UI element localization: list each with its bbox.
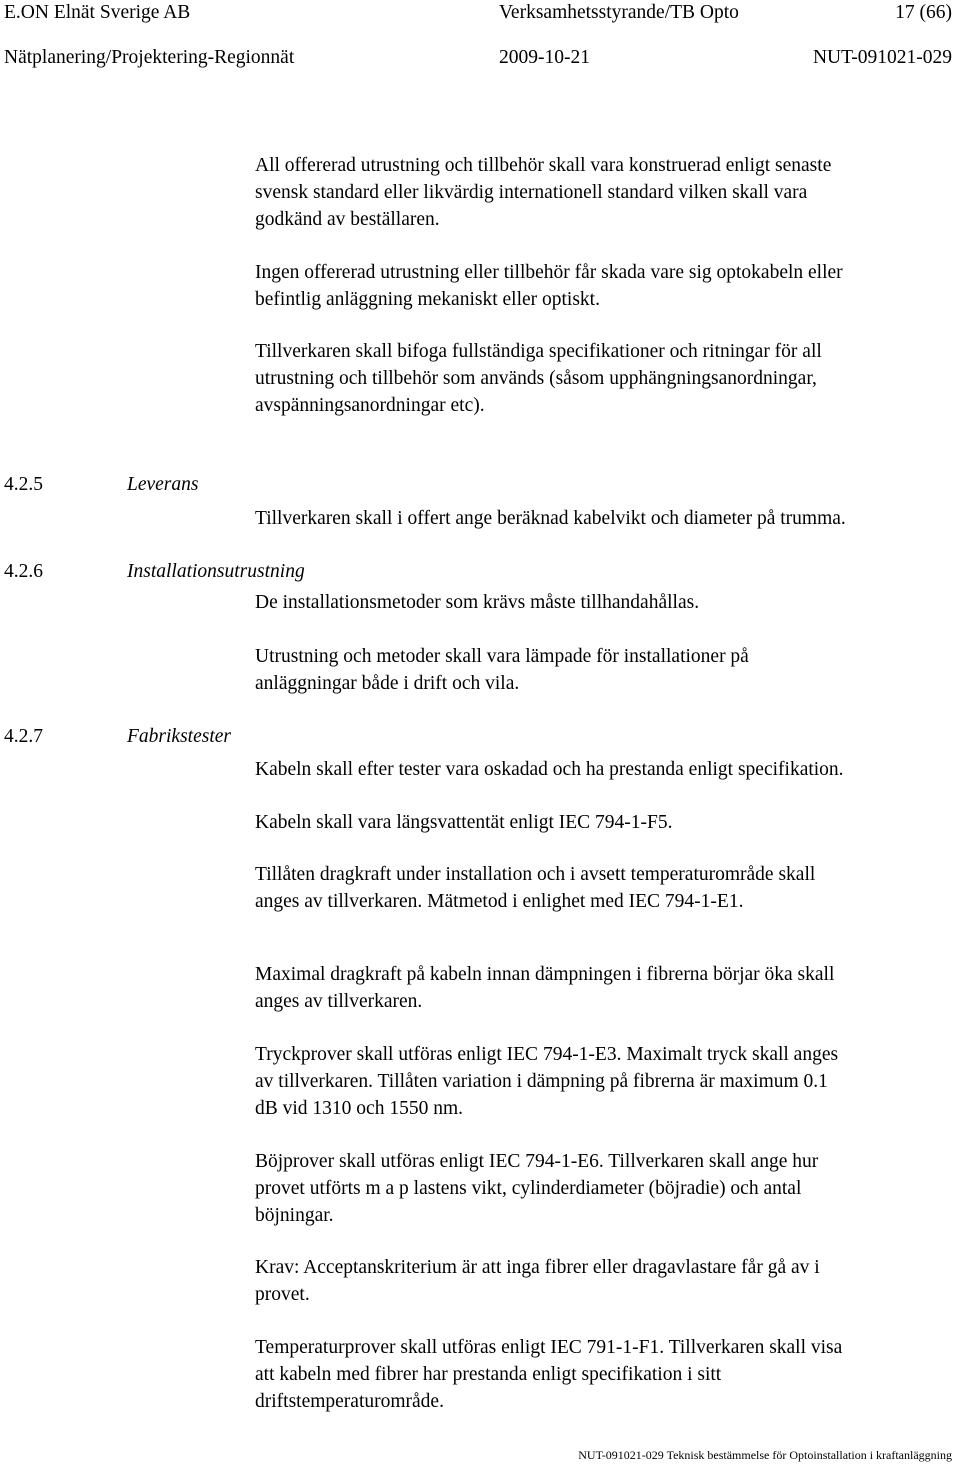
section-paragraph [255, 756, 955, 783]
paragraph-line: provet. [255, 1284, 310, 1305]
paragraph-line: provet utförts m a p lastens vikt, cylinderdiameter (böjradie) och antal [255, 1178, 802, 1199]
paragraph-line: Maximal dragkraft på kabeln innan dämpningen i fibrerna börjar öka skall [255, 964, 835, 985]
paragraph-line: anges av tillverkaren. Mätmetod i enlighet med IEC 794-1-E1. [255, 891, 744, 912]
header-unit: Nätplanering/Projektering-Regionnät [4, 47, 295, 68]
header-doc-id: NUT-091021-029 [812, 47, 952, 68]
section-paragraph [255, 589, 955, 616]
section-paragraph [255, 861, 955, 915]
header-date: 2009-10-21 [499, 47, 590, 68]
section-paragraph [255, 809, 955, 836]
section-title: Leverans [127, 474, 199, 495]
section-paragraph [255, 961, 955, 1015]
paragraph-line: Tillverkaren skall i offert ange beräknad kabelvikt och diameter på trumma. [255, 508, 846, 529]
section-number: 4.2.5 [4, 474, 43, 495]
paragraph-line: av tillverkaren. Tillåten variation i dämpning på fibrerna är maximum 0.1 [255, 1071, 828, 1092]
section-paragraph [255, 643, 955, 697]
paragraph-line: anges av tillverkaren. [255, 991, 423, 1012]
paragraph-line: befintlig anläggning mekaniskt eller optiskt. [255, 289, 600, 310]
header-page-number: 17 (66) [895, 2, 952, 23]
paragraph-line: Krav: Acceptanskriterium är att inga fibrer eller dragavlastare får gå av i [255, 1257, 820, 1278]
paragraph-line: Tillverkaren skall bifoga fullständiga specifikationer och ritningar för all [255, 341, 822, 362]
paragraph-line: Kabeln skall vara längsvattentät enligt IEC 794-1-F5. [255, 812, 673, 833]
paragraph-line: svensk standard eller likvärdig internationell standard vilken skall vara [255, 182, 808, 203]
paragraph-line: All offererad utrustning och tillbehör skall vara konstruerad enligt senaste [255, 155, 832, 176]
paragraph-line: De installationsmetoder som krävs måste tillhandahållas. [255, 592, 700, 613]
paragraph-line: Tillåten dragkraft under installation och i avsett temperaturområde skall [255, 864, 816, 885]
header-department: Verksamhetsstyrande/TB Opto [499, 2, 739, 23]
paragraph-line: Utrustning och metoder skall vara lämpade för installationer på [255, 646, 749, 667]
paragraph-line: anläggningar både i drift och vila. [255, 673, 520, 694]
paragraph-line: Temperaturprover skall utföras enligt IEC 791-1-F1. Tillverkaren skall visa [255, 1337, 843, 1358]
section-paragraph [255, 1334, 955, 1415]
page-footer: NUT-091021-029 Teknisk bestämmelse för Optoinstallation i kraftanläggning [578, 1448, 952, 1462]
paragraph-line: godkänd av beställaren. [255, 209, 440, 230]
section-paragraph [255, 1041, 955, 1122]
paragraph-line: dB vid 1310 och 1550 nm. [255, 1098, 463, 1119]
section-number: 4.2.7 [4, 726, 43, 747]
section-number: 4.2.6 [4, 561, 43, 582]
paragraph-line: Ingen offererad utrustning eller tillbehör får skada vare sig optokabeln eller [255, 262, 843, 283]
section-paragraph [255, 1254, 955, 1308]
intro-paragraph [255, 259, 955, 313]
paragraph-line: Kabeln skall efter tester vara oskadad och ha prestanda enligt specifikation. [255, 759, 844, 780]
paragraph-line: Tryckprover skall utföras enligt IEC 794-1-E3. Maximalt tryck skall anges [255, 1044, 839, 1065]
paragraph-line: Böjprover skall utföras enligt IEC 794-1-E6. Tillverkaren skall ange hur [255, 1151, 819, 1172]
intro-paragraph [255, 152, 955, 233]
paragraph-line: utrustning och tillbehör som används (såsom upphängningsanordningar, [255, 368, 817, 389]
paragraph-line: driftstemperaturområde. [255, 1391, 444, 1412]
header-company: E.ON Elnät Sverige AB [4, 2, 191, 23]
section-paragraph [255, 1148, 955, 1229]
intro-paragraph [255, 338, 955, 419]
section-paragraph [255, 505, 955, 532]
paragraph-line: böjningar. [255, 1205, 334, 1226]
paragraph-line: att kabeln med fibrer har prestanda enligt specifikation i sitt [255, 1364, 722, 1385]
section-title: Installationsutrustning [127, 561, 305, 582]
paragraph-line: avspänningsanordningar etc). [255, 395, 485, 416]
section-title: Fabrikstester [127, 726, 231, 747]
